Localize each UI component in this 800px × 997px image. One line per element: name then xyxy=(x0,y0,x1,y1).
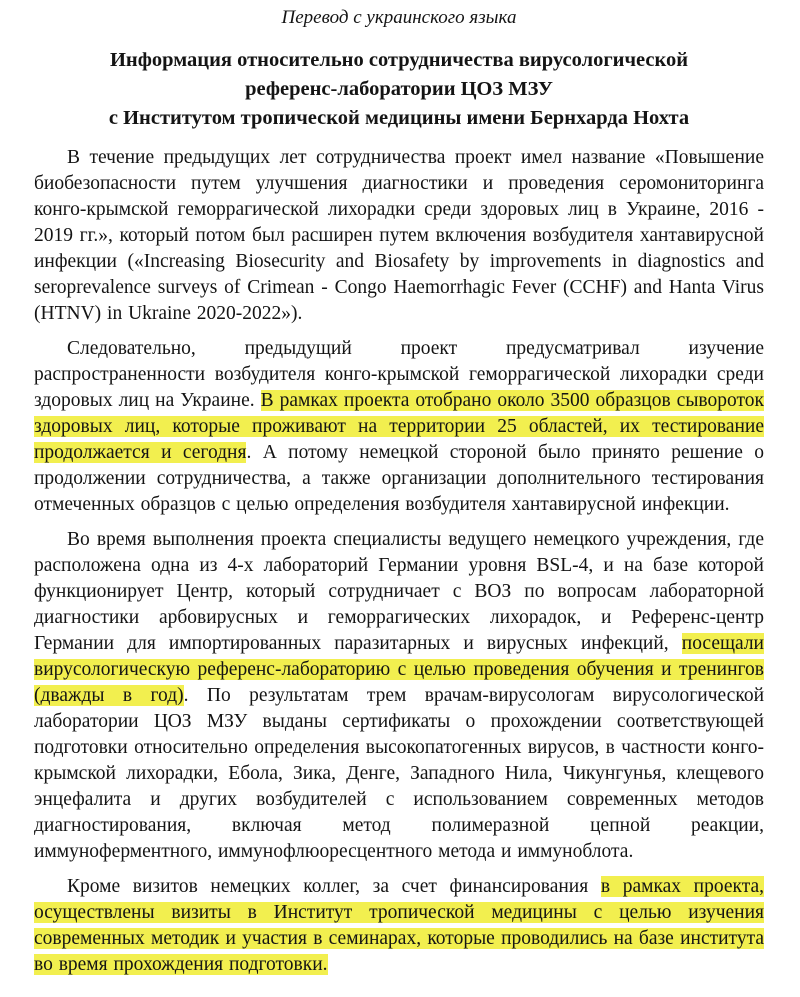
highlighted-text: посещали вирусологическую референс-лабораторию с целью проведения обучения и тренингов (дважды в год) xyxy=(34,633,764,706)
text-segment: . По результатам трем врачам-вирусологам вирусологической лаборатории ЦОЗ МЗУ выданы сертификаты о прохождении соответствующей подготовки относительно определения высокопатогенных вирусов, в частности конго-крымской лихорадки, Ебола, Зика, Денге, Западного Нила, Чикунгунья, клещевого энцефалита и других возбудителей с использованием современных методов диагностирования, включая метод полимеразной цепной реакции, иммуноферментного, иммунофлюоресцентного метода и иммуноблота. xyxy=(34,685,764,862)
text-segment: Во время выполнения проекта специалисты ведущего немецкого учреждения, где расположена одна из 4-х лабораторий Германии уровня BSL-4, и на базе которой функционирует Центр, который сотрудничает с ВОЗ по вопросам лабораторной диагностики арбовирусных и геморрагических лихорадок, и Референс-центр Германии для импортированных паразитарных и вирусных инфекций, xyxy=(34,529,764,654)
document-body xyxy=(34,145,764,978)
paragraph xyxy=(34,874,764,978)
title-line-3: с Институтом тропической медицины имени Бернхарда Нохта xyxy=(108,107,690,129)
translation-note: Перевод с украинского языка xyxy=(281,7,517,28)
text-segment: Следовательно, предыдущий проект предусматривал изучение распространенности возбудителя конго-крымской геморрагической лихорадки среди здоровых лиц на Украине. xyxy=(34,338,764,411)
text-segment: . А потому немецкой стороной было принято решение о продолжении сотрудничества, а также организации дополнительного тестирования отмеченных образцов с целью определения возбудителя хантавирусной инфекции. xyxy=(34,442,765,515)
highlighted-text: В рамках проекта отобрано около 3500 образцов сывороток здоровых лиц, которые проживают на территории 25 областей, их тестирование продолжается и сегодня xyxy=(34,390,764,463)
paragraph xyxy=(34,145,764,327)
text-segment: В течение предыдущих лет сотрудничества проект имел название «Повышение биобезопасности путем улучшения диагностики и проведения серомониторинга конго-крымской геморрагической лихорадки среди здоровых лиц в Украине, 2016 - 2019 гг.», который потом был расширен путем включения возбудителя хантавирусной инфекции («Increasing Biosecurity and Biosafety by improvements in diagnostics and seroprevalence surveys of Crimean - Congo Haemorrhagic Fever (CCHF) and Hanta Virus (HTNV) in Ukraine 2020-2022»). xyxy=(34,147,764,324)
document-title xyxy=(34,46,764,133)
title-line-1: Информация относительно сотрудничества вирусологической xyxy=(109,49,689,71)
paragraph xyxy=(34,527,764,865)
title-line-2: референс-лаборатории ЦОЗ МЗУ xyxy=(245,78,553,100)
text-segment: Кроме визитов немецких коллег, за счет финансирования xyxy=(67,876,601,897)
paragraph xyxy=(34,336,764,518)
highlighted-text: в рамках проекта, осуществлены визиты в Институт тропической медицины с целью изучения современных методик и участия в семинарах, которые проводились на базе института во время прохождения подготовки. xyxy=(34,876,765,975)
